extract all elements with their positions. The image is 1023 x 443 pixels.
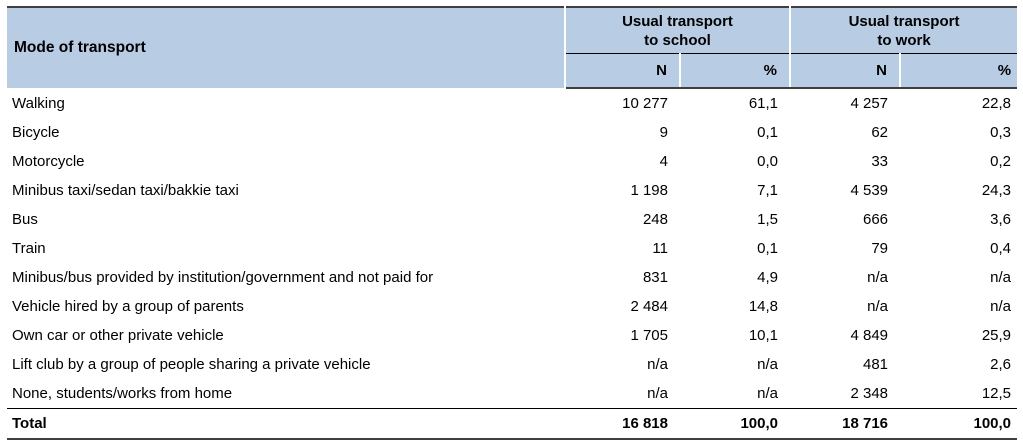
school-n-cell: 831 [642,269,668,286]
school-pct-cell: 10,1 [748,327,779,344]
work-pct-cell: 0,3 [990,124,1012,141]
mode-cell: Motorcycle [12,153,85,170]
table-row [7,350,1017,379]
work-n-cell: n/a [867,269,889,286]
group-school-line2: to school [644,31,711,49]
total-label-cell: Total [7,409,565,440]
total-work-n-cell: 18 716 [790,409,900,440]
table-row [7,176,1017,205]
work-pct-cell: n/a [990,298,1012,315]
total-work-pct-cell: 100,0 [900,409,1017,440]
table-row [7,147,1017,176]
school-n-header: N [565,54,680,89]
mode-cell: Lift club by a group of people sharing a private vehicle [12,356,371,373]
school-n-cell: 9 [659,124,668,141]
work-n-cell: 4 257 [850,95,889,112]
work-n-cell: 4 849 [850,327,889,344]
school-n-cell: 1 198 [630,182,668,199]
work-pct-cell: 0,2 [990,153,1012,170]
work-n-cell: 33 [871,153,889,170]
school-pct-cell: 0,1 [757,240,779,257]
school-pct-cell: n/a [757,356,779,373]
school-pct-cell: 0,0 [757,153,779,170]
work-pct-cell: 2,6 [990,356,1012,373]
work-n-cell: 79 [871,240,889,257]
mode-cell: Bus [12,211,38,228]
work-n-cell: 62 [871,124,889,141]
total-row [7,409,1017,440]
school-pct-cell: 14,8 [748,298,779,315]
work-pct-header: % [900,54,1017,89]
group-work-line1: Usual transport [848,12,960,30]
table-header [7,7,1017,88]
mode-cell: Walking [12,94,65,112]
school-pct-cell: 0,1 [757,124,779,141]
mode-cell: Minibus taxi/sedan taxi/bakkie taxi [12,182,239,199]
table-row [7,234,1017,263]
work-pct-cell: 25,9 [981,327,1012,344]
school-n-cell: 4 [659,153,668,170]
mode-of-transport-header: Mode of transport [7,7,565,88]
school-n-cell: 2 484 [630,298,668,315]
table-row [7,88,1017,118]
mode-cell: Bicycle [12,124,60,141]
school-n-cell: 11 [652,240,668,257]
total-school-n-cell: 16 818 [565,409,680,440]
work-pct-cell: 3,6 [990,211,1012,228]
group-work-line2: to work [877,31,931,49]
table-body [7,88,1017,439]
work-n-cell: n/a [867,298,889,315]
mode-cell: None, students/works from home [12,385,233,402]
table-row [7,205,1017,234]
work-pct-cell: 22,8 [981,95,1012,112]
work-pct-cell: 24,3 [981,182,1012,199]
school-n-cell: 1 705 [630,327,668,344]
mode-cell: Vehicle hired by a group of parents [12,298,244,315]
school-n-cell: 248 [642,211,668,228]
school-n-cell: n/a [647,385,668,402]
transport-table [7,6,1017,440]
mode-cell: Train [12,240,46,257]
school-pct-cell: 4,9 [757,269,779,286]
school-n-cell: 10 277 [622,95,668,112]
work-n-cell: 4 539 [850,182,889,199]
school-pct-cell: 1,5 [757,211,779,228]
group-school-line1: Usual transport [622,12,733,30]
school-pct-cell: 61,1 [748,95,779,112]
group-header-school [565,7,790,54]
school-pct-cell: n/a [757,385,779,402]
mode-cell: Own car or other private vehicle [12,327,224,344]
work-pct-cell: n/a [990,269,1012,286]
total-school-pct-cell: 100,0 [680,409,790,440]
table-row [7,379,1017,409]
school-pct-header: % [680,54,790,89]
table-row [7,321,1017,350]
school-pct-cell: 7,1 [757,182,779,199]
group-header-work [790,7,1017,54]
group-header-row [7,7,1017,54]
mode-cell: Minibus/bus provided by institution/government and not paid for [12,269,434,286]
work-pct-cell: 12,5 [981,385,1012,402]
work-n-cell: 2 348 [850,385,889,402]
work-n-header: N [790,54,900,89]
school-n-cell: n/a [647,356,668,373]
work-n-cell: 666 [862,211,889,228]
table-row [7,292,1017,321]
work-pct-cell: 0,4 [990,240,1012,257]
table-row [7,263,1017,292]
table-row [7,118,1017,147]
work-n-cell: 481 [862,356,889,373]
